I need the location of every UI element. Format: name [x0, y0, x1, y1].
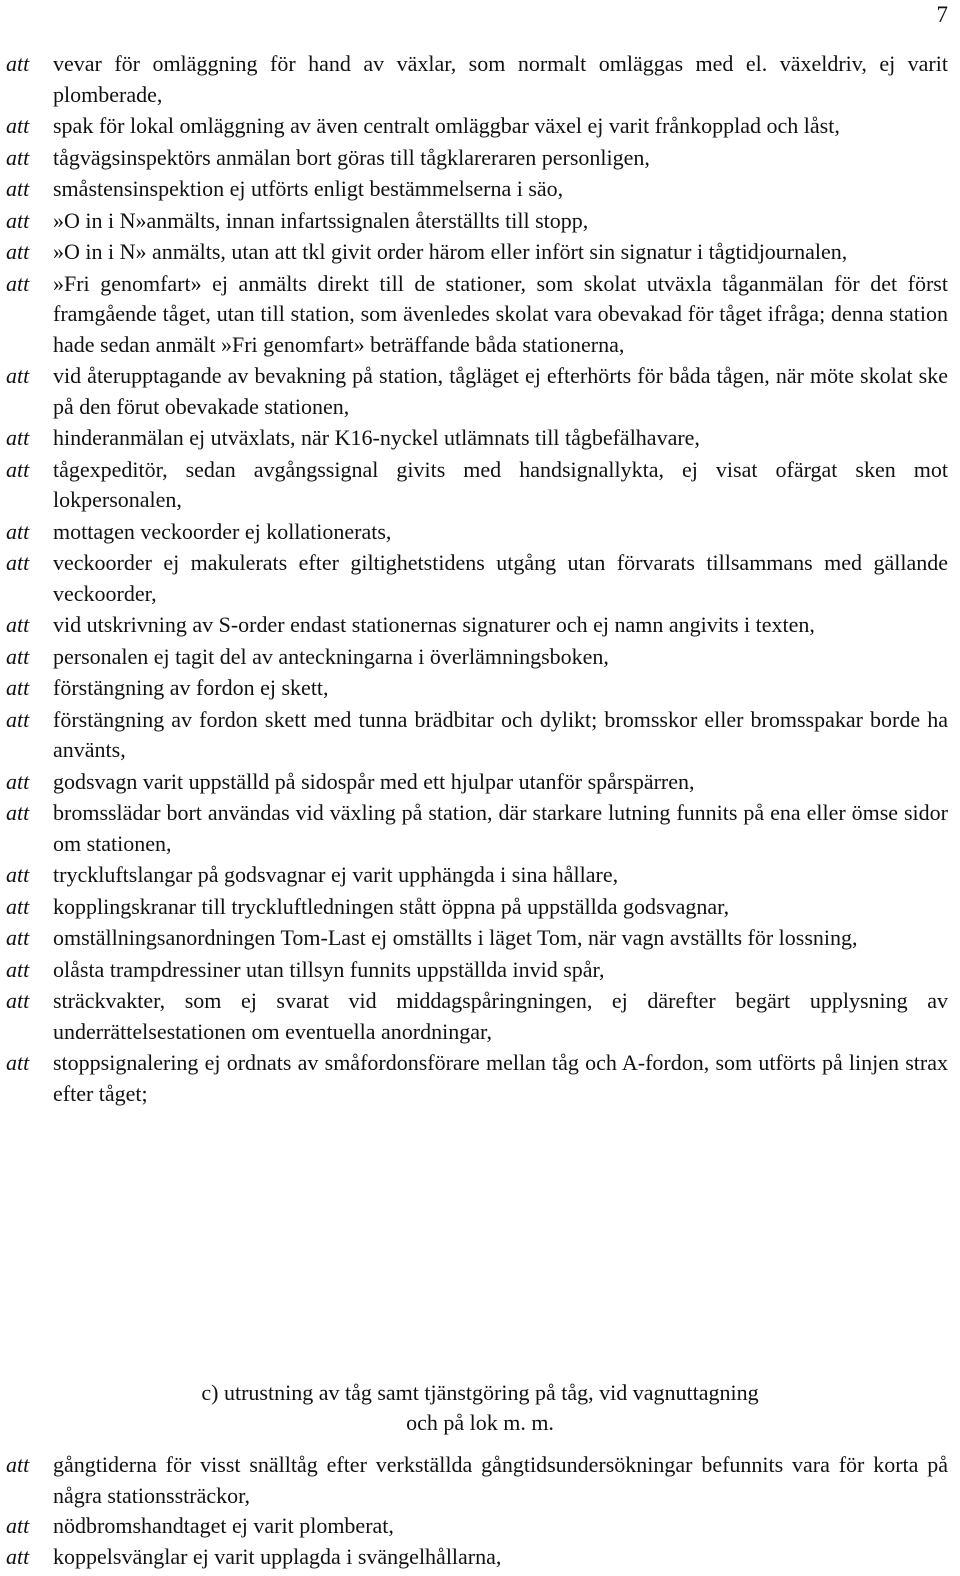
list-item [6, 548, 948, 609]
item-text: personalen ej tagit del av anteckningarna i överlämningsboken, [53, 643, 609, 669]
item-lead-word: att [6, 768, 30, 794]
item-text: »O in i N» anmälts, utan att tkl givit order härom eller infört sin signatur i tågtidjournalen, [53, 239, 848, 264]
item-text: sträckvakter, som ej svarat vid middagspåringningen, ej därefter begärt upplysning av underrättelsestationen om eventuella anordningar, [53, 988, 948, 1044]
list-item [6, 955, 948, 986]
list-item [6, 111, 948, 142]
list-item [6, 923, 948, 954]
list-item [6, 174, 948, 205]
list-item [6, 610, 948, 641]
item-text: stoppsignalering ej ordnats av småfordonsförare mellan tåg och A-fordon, som utförts på linjen strax efter tåget; [53, 1050, 948, 1106]
item-lead-word: att [6, 893, 30, 919]
item-text: kopplingskranar till tryckluftledningen stått öppna på uppställda godsvagnar, [53, 893, 730, 919]
list-item [6, 423, 948, 454]
deficiency-list [6, 49, 948, 1109]
item-text: koppelsvänglar ej varit upplagda i svängelhållarna, [53, 1543, 502, 1569]
list-item [6, 455, 948, 516]
item-lead-word: att [6, 456, 30, 482]
item-text: förstängning av fordon skett med tunna brädbitar och dylikt; bromsskor eller bromsspakar borde ha använts, [53, 706, 948, 762]
item-text: tågvägsinspektörs anmälan bort göras till tågklareraren personligen, [53, 144, 650, 170]
list-item [6, 1048, 948, 1109]
item-text: vevar för omläggning för hand av växlar, som normalt omläggas med el. växeldriv, ej varit plomberade, [53, 51, 948, 107]
item-text: »Fri genomfart» ej anmälts direkt till de stationer, som skolat utväxla tåganmälan för det först framgående tåget, utan till station, som ävenledes skolat vara obevakad för tåget ifråga; denna station hade sedan anmält »Fri genomfart» beträffande båda stationerna, [53, 270, 948, 357]
item-text: bromsslädar bort användas vid växling på station, där starkare lutning funnits på ena eller ömse sidor om stationen, [53, 800, 948, 856]
list-item [6, 206, 948, 237]
item-text: spak för lokal omläggning av även centralt omläggbar växel ej varit frånkopplad och låst, [53, 113, 840, 138]
list-item [6, 767, 948, 798]
item-lead-word: att [6, 550, 30, 575]
item-lead-word: att [6, 862, 30, 887]
item-text: hinderanmälan ej utväxlats, när K16-nyckel utlämnats till tågbefälhavare, [53, 425, 700, 450]
item-lead-word: att [6, 113, 30, 138]
list-item [6, 1542, 948, 1573]
item-lead-word: att [6, 1513, 30, 1538]
item-lead-word: att [6, 270, 30, 296]
item-text: gångtiderna för visst snälltåg efter verkställda gångtidsundersökningar befunnits vara för korta på några stationssträckor, [53, 1452, 948, 1508]
item-lead-word: att [6, 239, 30, 264]
item-text: småstensinspektion ej utförts enligt bestämmelserna i säo, [53, 176, 564, 201]
list-item [6, 361, 948, 422]
list-item [6, 892, 948, 923]
section-heading-line: och på lok m. m. [406, 1410, 554, 1435]
item-text: förstängning av fordon ej skett, [53, 675, 329, 700]
item-text: tryckluftslangar på godsvagnar ej varit upphängda i sina hållare, [53, 862, 619, 887]
item-lead-word: att [6, 675, 30, 700]
item-lead-word: att [6, 363, 30, 388]
item-lead-word: att [6, 207, 30, 233]
item-lead-word: att [6, 144, 30, 170]
item-lead-word: att [6, 51, 30, 76]
item-lead-word: att [6, 956, 30, 982]
item-lead-word: att [6, 643, 30, 669]
section-heading-line: c) utrustning av tåg samt tjänstgöring på tåg, vid vagnuttagning [201, 1380, 759, 1405]
item-text: nödbromshandtaget ej varit plomberat, [53, 1513, 394, 1538]
list-item [6, 1511, 948, 1542]
list-item [6, 143, 948, 174]
list-item [6, 798, 948, 859]
item-lead-word: att [6, 1050, 30, 1075]
list-item [6, 986, 948, 1047]
section-heading [0, 1378, 960, 1438]
equipment-deficiency-list [6, 1450, 948, 1572]
item-lead-word: att [6, 612, 30, 637]
item-lead-word: att [6, 925, 30, 950]
item-lead-word: att [6, 518, 30, 544]
item-lead-word: att [6, 988, 30, 1013]
item-lead-word: att [6, 425, 30, 450]
item-text: »O in i N»anmälts, innan infartssignalen återställts till stopp, [53, 207, 589, 233]
item-text: omställningsanordningen Tom-Last ej omställts i läget Tom, när vagn avställts för lossning, [53, 925, 858, 950]
list-item [6, 269, 948, 361]
item-lead-word: att [6, 706, 30, 732]
list-item [6, 642, 948, 673]
list-item [6, 237, 948, 268]
list-item [6, 517, 948, 548]
item-text: vid återupptagande av bevakning på station, tågläget ej efterhörts för båda tågen, när möte skolat ske på den förut obevakade stationen, [53, 363, 948, 419]
list-item [6, 705, 948, 766]
list-item [6, 673, 948, 704]
item-text: tågexpeditör, sedan avgångssignal givits med handsignallykta, ej visat ofärgat sken mot lokpersonalen, [53, 456, 948, 512]
item-lead-word: att [6, 176, 30, 201]
page-number: 7 [936, 2, 948, 27]
item-text: mottagen veckoorder ej kollationerats, [53, 518, 392, 544]
list-item [6, 860, 948, 891]
item-lead-word: att [6, 800, 30, 825]
item-text: vid utskrivning av S-order endast stationernas signaturer och ej namn angivits i texten, [53, 612, 815, 637]
list-item [6, 1450, 948, 1511]
item-lead-word: att [6, 1543, 30, 1569]
item-lead-word: att [6, 1452, 30, 1477]
list-item [6, 49, 948, 110]
item-text: godsvagn varit uppställd på sidospår med ett hjulpar utanför spårspärren, [53, 768, 695, 794]
item-text: olåsta trampdressiner utan tillsyn funnits uppställda invid spår, [53, 956, 605, 982]
item-text: veckoorder ej makulerats efter giltighetstidens utgång utan förvarats tillsammans med gällande veckoorder, [53, 550, 948, 606]
